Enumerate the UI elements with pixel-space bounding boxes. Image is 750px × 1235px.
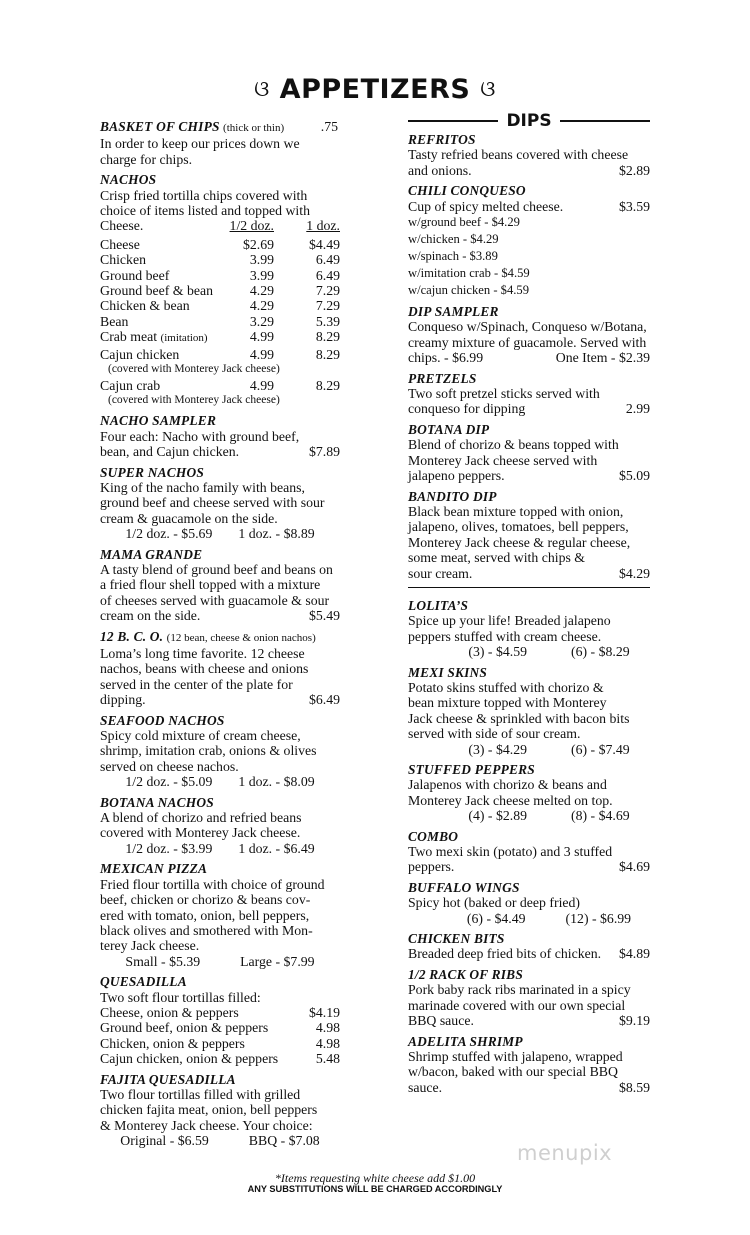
item-desc: Monterey Jack cheese served with — [408, 452, 598, 468]
item-desc: cream on the side. — [100, 608, 201, 624]
item-name: STUFFED PEPPERS — [408, 762, 535, 777]
header-half-doz: 1/2 doz. — [229, 218, 274, 234]
item-price-option: Large - $7.99 — [240, 953, 315, 969]
item-price-option: (6) - $8.29 — [571, 644, 630, 660]
item-name: QUESADILLA — [100, 974, 187, 990]
row-full: 8.29 — [315, 377, 340, 393]
row-half: 4.29 — [249, 283, 274, 299]
dips-heading — [408, 111, 650, 131]
item-desc: served on cheese nachos. — [100, 758, 239, 774]
item-name: LOLITA’S — [408, 597, 469, 613]
item-desc: bean, and Cajun chicken. — [100, 444, 240, 460]
row-price: 4.98 — [315, 1035, 340, 1051]
item-price: $4.89 — [618, 946, 650, 962]
item-name: BUFFALO WINGS — [408, 879, 520, 895]
footer-note: *Items requesting white cheese add $1.00 — [274, 1171, 476, 1185]
item-desc: & Monterey Jack cheese. Your choice: — [100, 1117, 313, 1133]
item-name: NACHO SAMPLER — [100, 413, 217, 429]
item-price: $8.59 — [618, 1079, 650, 1095]
item-desc: Cup of spicy melted cheese. — [408, 198, 564, 214]
item-desc: creamy mixture of guacamole. Served with — [408, 334, 647, 350]
row-label: Crab meat — [100, 329, 158, 345]
menu-item-nachos — [100, 172, 340, 408]
item-name: BOTANA DIP — [408, 421, 490, 437]
item-desc: Loma’s long time favorite. 12 cheese — [100, 646, 305, 661]
item-name: BOTANA NACHOS — [100, 794, 214, 810]
item-price: $9.19 — [618, 1013, 650, 1029]
menu-item-combo — [408, 829, 650, 875]
item-name: 1/2 RACK OF RIBS — [408, 966, 523, 982]
item-desc: Monterey Jack cheese melted on top. — [408, 792, 613, 808]
price-table — [100, 237, 340, 408]
row-label: Chicken — [100, 252, 146, 268]
row-label: Cheese, onion & peppers — [100, 1004, 239, 1020]
row-full: 8.29 — [315, 346, 340, 362]
item-price-option: 1/2 doz. - $3.99 — [125, 840, 213, 856]
item-desc: Tasty refried beans covered with cheese — [408, 147, 629, 163]
item-price-option: 1/2 doz. - $5.09 — [125, 774, 213, 790]
item-price: One Item - $2.39 — [555, 350, 650, 366]
item-desc: a fried flour shell topped with a mixture — [100, 577, 321, 593]
item-desc: Fried flour tortilla with choice of ground — [100, 876, 325, 892]
item-price: $5.49 — [308, 608, 340, 624]
item-desc: jalapeno peppers. — [408, 468, 505, 484]
divider — [408, 587, 650, 588]
item-name: SUPER NACHOS — [100, 464, 204, 480]
item-price-option: Small - $5.39 — [125, 953, 201, 969]
item-desc: conqueso for dipping — [408, 401, 526, 417]
item-desc: A blend of chorizo and refried beans — [100, 810, 302, 826]
row-price: 5.48 — [315, 1051, 340, 1067]
dips-label: DIPS — [506, 111, 552, 131]
menu-item-seafood-nachos — [100, 713, 340, 790]
item-desc: sour cream. — [408, 565, 473, 581]
menu-item-12-bco — [100, 629, 340, 708]
item-price-option: (4) - $2.89 — [468, 808, 527, 824]
item-price-option: (8) - $4.69 — [571, 808, 630, 824]
left-column — [100, 119, 340, 1154]
item-desc: Two mexi skin (potato) and 3 stuffed — [408, 844, 613, 860]
item-desc: Pork baby rack ribs marinated in a spicy — [408, 982, 631, 998]
item-name: DIP SAMPLER — [408, 304, 499, 320]
item-desc: BBQ sauce. — [408, 1013, 474, 1029]
item-price-option: 1 doz. - $8.89 — [238, 526, 315, 542]
item-desc: of cheeses served with guacamole & sour — [100, 592, 330, 608]
page-title — [0, 74, 750, 105]
row-label: Cajun chicken, onion & peppers — [100, 1051, 279, 1067]
item-name: BASKET OF CHIPS — [100, 119, 220, 134]
menu-item-fajita-quesadilla — [100, 1072, 340, 1149]
item-desc: cream & guacamole on the side. — [100, 510, 278, 526]
menu-item-lolitas — [408, 598, 650, 660]
row-label-note: (imitation) — [160, 332, 208, 345]
item-name: REFRITOS — [408, 132, 476, 147]
row-full: 6.49 — [315, 252, 340, 268]
divider — [560, 120, 650, 122]
item-desc: black olives and smothered with Mon- — [100, 922, 313, 938]
menu-item-dip-sampler — [408, 304, 650, 366]
appetizers-heading: APPETIZERS — [279, 74, 471, 105]
item-option: w/ground beef - $4.29 — [408, 215, 520, 230]
divider — [408, 120, 498, 122]
item-name: COMBO — [408, 828, 459, 844]
item-desc: Spicy hot (baked or deep fried) — [408, 895, 581, 911]
item-name: FAJITA QUESADILLA — [100, 1071, 236, 1087]
row-label: Chicken & bean — [100, 298, 190, 314]
row-price: 4.98 — [315, 1020, 340, 1036]
row-label: Ground beef & bean — [100, 283, 214, 299]
item-price: $5.09 — [618, 468, 650, 484]
item-desc: dipping. — [100, 692, 146, 708]
item-note: (thick or thin) — [223, 122, 285, 134]
menu-item-mexican-pizza — [100, 861, 340, 969]
row-full: 5.39 — [315, 313, 340, 329]
item-note: (12 bean, cheese & onion nachos) — [166, 631, 316, 644]
header-one-doz: 1 doz. — [306, 218, 340, 234]
item-desc: ground beef and cheese served with sour — [100, 495, 325, 511]
item-desc: nachos, beans with cheese and onions — [100, 661, 309, 677]
item-price: $4.29 — [618, 565, 650, 581]
item-price-option: 1/2 doz. - $5.69 — [125, 526, 213, 542]
row-half: 4.99 — [249, 377, 274, 393]
item-desc: Monterey Jack cheese & regular cheese, — [408, 534, 631, 550]
item-desc: bean mixture topped with Monterey — [408, 695, 607, 711]
row-label: Cheese — [100, 236, 140, 252]
row-half: 4.99 — [249, 346, 274, 362]
menu-item-chili-conqueso — [408, 183, 650, 299]
menu-item-pretzels — [408, 371, 650, 417]
item-name: MEXI SKINS — [408, 664, 488, 680]
row-label: Chicken, onion & peppers — [100, 1035, 245, 1051]
menu-item-bandito-dip — [408, 489, 650, 581]
item-desc: Blend of chorizo & beans topped with — [408, 437, 619, 453]
item-desc: Shrimp stuffed with jalapeno, wrapped — [408, 1048, 623, 1064]
row-full: 8.29 — [315, 329, 340, 345]
item-price-option: Original - $6.59 — [120, 1133, 209, 1149]
menu-item-half-rack-of-ribs — [408, 967, 650, 1029]
item-price: $3.59 — [618, 198, 650, 214]
item-desc: Jack cheese & sprinkled with bacon bits — [408, 710, 630, 726]
item-price: 2.99 — [625, 401, 650, 417]
item-desc: Two soft pretzel sticks served with — [408, 386, 600, 402]
item-price-option: (3) - $4.59 — [468, 644, 527, 660]
menu-item-botana-dip — [408, 422, 650, 484]
item-desc: In order to keep our prices down we — [100, 136, 300, 152]
item-name: CHICKEN BITS — [408, 931, 505, 947]
item-desc: Black bean mixture topped with onion, — [408, 503, 624, 519]
item-desc: w/bacon, baked with our special BBQ — [408, 1064, 618, 1080]
item-desc: Jalapenos with chorizo & beans and — [408, 777, 607, 793]
item-desc: Breaded deep fried bits of chicken. — [408, 946, 602, 962]
item-desc: King of the nacho family with beans, — [100, 479, 305, 495]
item-price-option: (6) - $7.49 — [571, 741, 630, 757]
item-desc: peppers stuffed with cream cheese. — [408, 628, 602, 644]
item-desc: Two soft flour tortillas filled: — [100, 989, 261, 1005]
row-price: $4.19 — [308, 1004, 340, 1020]
item-desc: jalapeno, olives, tomatoes, bell peppers, — [408, 519, 629, 535]
item-desc: beef, chicken or chorizo & beans cov- — [100, 892, 311, 908]
right-column — [408, 132, 650, 1100]
row-label: Cajun crab — [100, 377, 161, 393]
row-full: 7.29 — [315, 283, 340, 299]
item-desc: served with side of sour cream. — [408, 726, 581, 742]
item-desc: Two flour tortillas filled with grilled — [100, 1086, 301, 1102]
item-name: MAMA GRANDE — [100, 546, 203, 562]
item-desc: and onions. — [408, 162, 472, 178]
price-table-header — [100, 218, 340, 233]
row-half: 3.99 — [249, 267, 274, 283]
menu-item-stuffed-peppers — [408, 762, 650, 824]
menu-item-quesadilla — [100, 974, 340, 1066]
menu-item-mama-grande — [100, 547, 340, 624]
row-half: 4.29 — [249, 298, 274, 314]
item-desc: chicken fajita meat, onion, bell peppers — [100, 1102, 318, 1118]
row-full: $4.49 — [308, 236, 340, 252]
row-label: Cajun chicken — [100, 346, 180, 362]
menu-item-mexi-skins — [408, 665, 650, 757]
item-desc: served in the center of the plate for — [100, 676, 293, 692]
row-half: 3.99 — [249, 252, 274, 268]
item-price-option: (3) - $4.29 — [468, 741, 527, 757]
item-price-option: (6) - $4.49 — [466, 910, 526, 926]
item-desc: Crisp fried tortilla chips covered with — [100, 187, 308, 203]
item-price-option: BBQ - $7.08 — [248, 1133, 320, 1149]
item-price: $4.69 — [618, 859, 650, 875]
item-desc: terey Jack cheese. — [100, 938, 200, 954]
item-desc: sauce. — [408, 1079, 443, 1095]
item-desc: Spice up your life! Breaded jalapeno — [408, 613, 611, 629]
item-option: w/cajun chicken - $4.59 — [408, 283, 529, 298]
row-full: 7.29 — [315, 298, 340, 314]
row-label: Ground beef, onion & peppers — [100, 1020, 269, 1036]
item-name: NACHOS — [100, 172, 157, 188]
header-label: Cheese. — [100, 218, 144, 234]
row-half: 4.99 — [249, 329, 274, 345]
item-option: w/imitation crab - $4.59 — [408, 266, 530, 281]
item-name: ADELITA SHRIMP — [408, 1033, 523, 1049]
menu-item-buffalo-wings — [408, 880, 650, 926]
item-desc: covered with Monterey Jack cheese. — [100, 825, 301, 841]
row-label: Bean — [100, 313, 129, 329]
item-desc: shrimp, imitation crab, onions & olives — [100, 743, 317, 759]
item-desc: Potato skins stuffed with chorizo & — [408, 679, 604, 695]
item-name: PRETZELS — [408, 370, 477, 386]
menu-item-super-nachos — [100, 465, 340, 542]
item-desc: Spicy cold mixture of cream cheese, — [100, 728, 301, 744]
row-half: 3.29 — [249, 313, 274, 329]
item-price-option: 1 doz. - $6.49 — [238, 840, 315, 856]
item-desc: peppers. — [408, 859, 455, 875]
item-option: w/chicken - $4.29 — [408, 232, 499, 247]
footer-notice: ANY SUBSTITUTIONS WILL BE CHARGED ACCORDINGLY — [247, 1184, 503, 1194]
item-desc: some meat, served with chips & — [408, 550, 586, 566]
item-name: 12 B. C. O. — [100, 628, 164, 644]
item-desc: chips. - $6.99 — [408, 350, 484, 366]
menu-item-basket-of-chips — [100, 119, 340, 167]
item-price: .75 — [320, 119, 338, 134]
item-desc: charge for chips. — [100, 151, 193, 167]
row-full: 6.49 — [315, 267, 340, 283]
item-desc: Four each: Nacho with ground beef, — [100, 428, 300, 444]
item-price: $2.89 — [618, 162, 650, 178]
item-name: MEXICAN PIZZA — [100, 861, 208, 877]
menu-item-botana-nachos — [100, 795, 340, 857]
item-price: $7.89 — [308, 444, 340, 460]
row-note: (covered with Monterey Jack cheese) — [108, 393, 280, 406]
row-label: Ground beef — [100, 267, 170, 283]
item-name: CHILI CONQUESO — [408, 183, 526, 199]
swirl-ornament-right-icon: ଓ — [480, 77, 496, 102]
item-name: BANDITO DIP — [408, 488, 497, 504]
menu-item-refritos — [408, 132, 650, 178]
item-name: SEAFOOD NACHOS — [100, 712, 225, 728]
item-desc: A tasty blend of ground beef and beans on — [100, 561, 333, 577]
item-desc: ered with tomato, onion, bell peppers, — [100, 907, 310, 923]
item-desc: marinade covered with our own special — [408, 997, 626, 1013]
item-price: $6.49 — [308, 692, 340, 708]
item-price-option: (12) - $6.99 — [565, 910, 632, 926]
menu-item-nacho-sampler — [100, 413, 340, 459]
item-price-option: 1 doz. - $8.09 — [238, 774, 315, 790]
menu-item-chicken-bits — [408, 931, 650, 962]
menu-item-adelita-shrimp — [408, 1034, 650, 1096]
row-label-group — [100, 329, 218, 346]
row-note: (covered with Monterey Jack cheese) — [108, 363, 280, 376]
item-option: w/spinach - $3.89 — [408, 249, 498, 264]
row-half: $2.69 — [242, 236, 274, 252]
watermark: menupix — [517, 1141, 613, 1165]
swirl-ornament-left-icon: ଓ — [254, 77, 270, 102]
item-desc: Conqueso w/Spinach, Conqueso w/Botana, — [408, 319, 647, 335]
item-desc: choice of items listed and topped with — [100, 203, 310, 219]
